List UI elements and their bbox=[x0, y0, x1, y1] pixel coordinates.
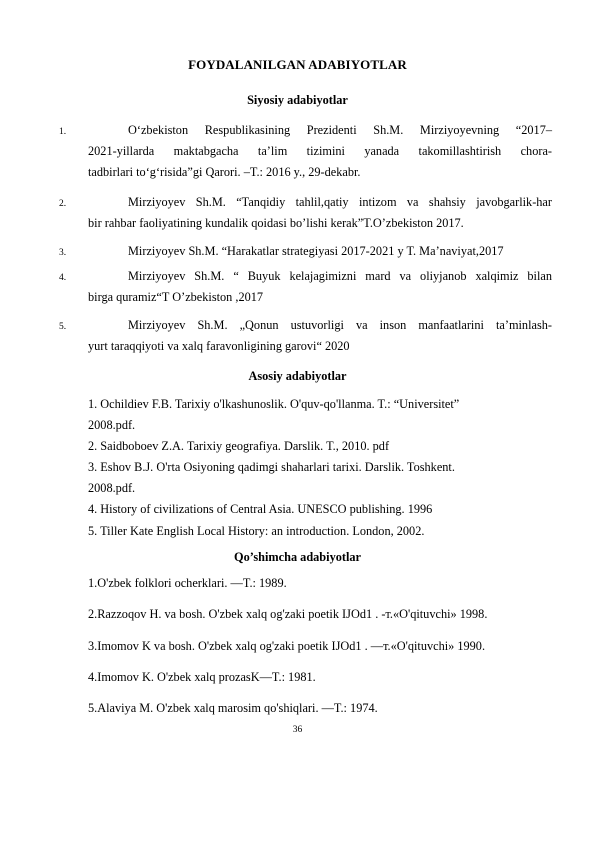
list-item: 1. Ochildiev F.B. Tarixiy o'lkashunoslik. O'quv-qo'llanma. T.: “Universitet” bbox=[88, 397, 460, 411]
list-number: 3. bbox=[59, 248, 67, 258]
section-heading-main: Asosiy adabiyotlar bbox=[248, 369, 347, 383]
page-title: FOYDALANILGAN ADABIYOTLAR bbox=[188, 57, 407, 72]
list-item: 3.Imomov K va bosh. O'zbek xalq og'zaki poetik IJOd1 . —т.«O'qituvchi» 1990. bbox=[88, 639, 486, 653]
list-item: Mirziyoyev Sh.M. „Qonun ustuvorligi va inson manfaatlarini ta’minlash- yurt taraqqiyoti va xalq faravonligining garovi“ 2020 bbox=[88, 318, 552, 353]
list-item: 4.Imomov K. O'zbek xalq prozasK—T.: 1981. bbox=[88, 670, 316, 684]
list-number: 5. bbox=[59, 322, 67, 332]
list-number: 2. bbox=[59, 199, 67, 209]
section-heading-additional: Qo’shimcha adabiyotlar bbox=[234, 550, 361, 564]
list-number: 1. bbox=[59, 127, 67, 137]
list-item: 2008.pdf. bbox=[88, 481, 136, 495]
list-item: Mirziyoyev Sh.M. “ Buyuk kelajagimizni mard va oliyjanob xalqimiz bilan birga quramiz“T O’zbekiston ,2017 bbox=[88, 269, 552, 304]
page-number: 36 bbox=[292, 725, 303, 735]
list-item: 4. History of civilizations of Central Asia. UNESCO publishing. 1996 bbox=[88, 502, 433, 516]
section-heading-political: Siyosiy adabiyotlar bbox=[247, 93, 348, 107]
list-item: 5.Alaviya M. O'zbek xalq marosim qo'shiqlari. —T.: 1974. bbox=[88, 701, 378, 715]
list-item: 2.Razzoqov H. va bosh. O'zbek xalq og'zaki poetik IJOd1 . -т.«O'qituvchi» 1998. bbox=[88, 607, 488, 621]
list-item: 2008.pdf. bbox=[88, 418, 136, 432]
list-item: 1.O'zbek folklori ocherklari. —T.: 1989. bbox=[88, 576, 287, 590]
list-item: 3. Eshov B.J. O'rta Osiyoning qadimgi shaharlari tarixi. Darslik. Toshkent. bbox=[88, 460, 455, 474]
list-item: O‘zbekiston Respublikasining Prezidenti Sh.M. Mirziyoyevning “2017– 2021-yillarda maktabgacha ta’lim tizimini yanada takomillashtirish chora- tadbirlari to‘g‘risida”gi Qarori. –T.: 2016 y., 29-dekabr. bbox=[88, 123, 552, 179]
list-item: Mirziyoyev Sh.M. “Tanqidiy tahlil,qatiy intizom va shahsiy javobgarlik-har bir rahbar faoliyatining kundalik qoidasi bo’lishi kerak”T.O’zbekiston 2017. bbox=[88, 195, 552, 230]
list-item: 2. Saidboboev Z.A. Tarixiy geografiya. Darslik. T., 2010. pdf bbox=[88, 439, 390, 453]
list-item: Mirziyoyev Sh.M. “Harakatlar strategiyasi 2017-2021 y T. Ma’naviyat,2017 bbox=[128, 244, 504, 258]
list-item: 5. Tiller Kate English Local History: an introduction. London, 2002. bbox=[88, 524, 425, 538]
list-number: 4. bbox=[59, 273, 67, 283]
